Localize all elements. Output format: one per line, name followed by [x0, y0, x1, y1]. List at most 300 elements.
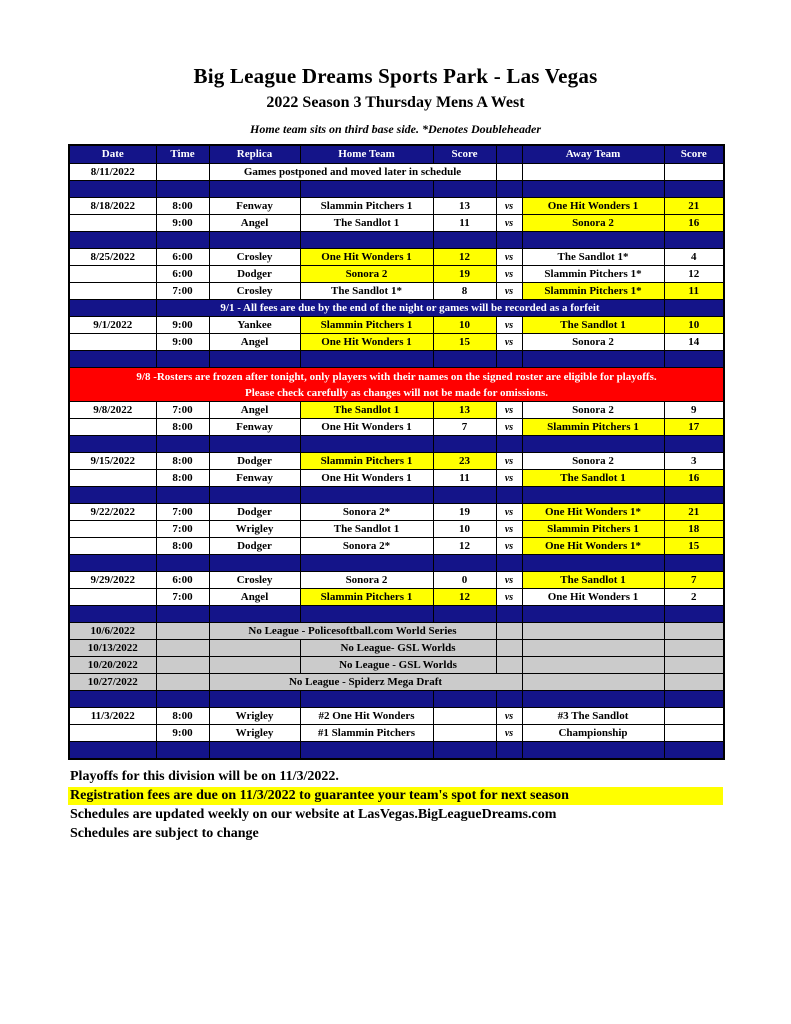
spacer-cell: [300, 742, 433, 760]
home-team-cell: Sonora 2: [300, 266, 433, 283]
roster-freeze-note: [69, 368, 724, 402]
home-team-cell: The Sandlot 1: [300, 215, 433, 232]
date-cell: 9/1/2022: [69, 317, 156, 334]
vs-label: vs: [496, 317, 522, 334]
spacer-cell: [69, 742, 156, 760]
home-team-cell: Sonora 2*: [300, 504, 433, 521]
spacer-cell: [156, 742, 209, 760]
time-cell: 8:00: [156, 198, 209, 215]
page-subtitle: 2022 Season 3 Thursday Mens A West: [266, 94, 525, 111]
vs-cell: [496, 164, 522, 181]
no-league-note: No League - GSL Worlds: [300, 657, 496, 674]
footer-notes: [68, 768, 723, 843]
empty-cell: [664, 674, 724, 691]
home-score-cell: 10: [433, 317, 496, 334]
away-score-cell: 15: [664, 538, 724, 555]
home-score-cell: 10: [433, 521, 496, 538]
replica-cell: Angel: [209, 402, 300, 419]
date-cell: [69, 283, 156, 300]
spacer-cell: [664, 555, 724, 572]
vs-label: vs: [496, 725, 522, 742]
replica-cell: Angel: [209, 589, 300, 606]
home-team-cell: One Hit Wonders 1: [300, 249, 433, 266]
spacer-cell: [209, 742, 300, 760]
subject-to-change-note: Schedules are subject to change: [70, 826, 259, 841]
spacer-cell: [69, 181, 156, 198]
header-vs: [496, 145, 522, 164]
time-cell: [156, 164, 209, 181]
header-away-score: Score: [664, 145, 724, 164]
header-home-score: Score: [433, 145, 496, 164]
home-score-cell: [433, 725, 496, 742]
vs-label: vs: [496, 402, 522, 419]
replica-cell: Fenway: [209, 419, 300, 436]
date-cell: 10/13/2022: [69, 640, 156, 657]
postponed-row: [69, 164, 724, 181]
game-row: [69, 215, 724, 232]
home-score-cell: 11: [433, 215, 496, 232]
time-cell: 6:00: [156, 266, 209, 283]
game-row: [69, 419, 724, 436]
spacer-row: [69, 181, 724, 198]
date-cell: [69, 300, 156, 317]
date-cell: [69, 419, 156, 436]
replica-cell: Wrigley: [209, 521, 300, 538]
away-team-cell: One Hit Wonders 1*: [522, 538, 664, 555]
away-score-cell: [664, 725, 724, 742]
home-team-cell: The Sandlot 1: [300, 521, 433, 538]
empty-cell: [496, 640, 522, 657]
spacer-cell: [156, 232, 209, 249]
away-score-cell: 7: [664, 572, 724, 589]
spacer-cell: [433, 436, 496, 453]
away-score-cell: 4: [664, 249, 724, 266]
home-score-cell: 0: [433, 572, 496, 589]
time-cell: [156, 657, 209, 674]
home-team-cell: One Hit Wonders 1: [300, 419, 433, 436]
replica-cell: Dodger: [209, 453, 300, 470]
vs-label: vs: [496, 470, 522, 487]
no-league-note: No League - Policesoftball.com World Series: [209, 623, 496, 640]
date-cell: 9/29/2022: [69, 572, 156, 589]
spacer-cell: [69, 606, 156, 623]
spacer-row: [69, 742, 724, 760]
replica-cell: Wrigley: [209, 708, 300, 725]
roster-freeze-line: Please check carefully as changes will not be made for omissions.: [245, 386, 548, 399]
postponed-note: Games postponed and moved later in schedule: [209, 164, 496, 181]
spacer-cell: [300, 436, 433, 453]
spacer-row: [69, 606, 724, 623]
replica-cell: Fenway: [209, 470, 300, 487]
home-score-cell: 19: [433, 504, 496, 521]
spacer-cell: [433, 181, 496, 198]
fees-due-note: 9/1 - All fees are due by the end of the night or games will be recorded as a forfeit: [156, 300, 664, 317]
date-cell: 9/22/2022: [69, 504, 156, 521]
away-team-cell: The Sandlot 1: [522, 317, 664, 334]
away-team-cell: Slammin Pitchers 1*: [522, 283, 664, 300]
away-team-cell: Sonora 2: [522, 215, 664, 232]
empty-cell: [496, 623, 522, 640]
away-team-cell: Sonora 2: [522, 334, 664, 351]
empty-cell: [664, 657, 724, 674]
spacer-cell: [433, 691, 496, 708]
home-score-cell: 13: [433, 198, 496, 215]
away-score-cell: 16: [664, 215, 724, 232]
game-row: [69, 283, 724, 300]
away-score-cell: 10: [664, 317, 724, 334]
spacer-row: [69, 351, 724, 368]
spacer-cell: [433, 606, 496, 623]
game-row: [69, 317, 724, 334]
spacer-cell: [209, 351, 300, 368]
home-score-cell: 12: [433, 538, 496, 555]
vs-label: vs: [496, 521, 522, 538]
spacer-cell: [522, 232, 664, 249]
spacer-row: [69, 436, 724, 453]
time-cell: 6:00: [156, 249, 209, 266]
home-score-cell: 7: [433, 419, 496, 436]
away-team-cell: The Sandlot 1: [522, 470, 664, 487]
time-cell: 9:00: [156, 317, 209, 334]
away-score-cell: 2: [664, 589, 724, 606]
away-team-cell: The Sandlot 1: [522, 572, 664, 589]
game-row: [69, 453, 724, 470]
spacer-cell: [496, 555, 522, 572]
home-team-note: Home team sits on third base side. *Denotes Doubleheader: [250, 122, 541, 136]
time-cell: 7:00: [156, 504, 209, 521]
spacer-row: [69, 691, 724, 708]
home-score-cell: 11: [433, 470, 496, 487]
game-row: [69, 198, 724, 215]
spacer-cell: [433, 555, 496, 572]
date-cell: [69, 470, 156, 487]
spacer-cell: [433, 351, 496, 368]
away-team-cell: Slammin Pitchers 1*: [522, 266, 664, 283]
header-home-team: Home Team: [300, 145, 433, 164]
home-score-cell: 15: [433, 334, 496, 351]
spacer-cell: [209, 555, 300, 572]
vs-label: vs: [496, 249, 522, 266]
spacer-row: [69, 555, 724, 572]
vs-label: vs: [496, 589, 522, 606]
game-row: [69, 708, 724, 725]
header-replica: Replica: [209, 145, 300, 164]
away-team-cell: One Hit Wonders 1*: [522, 504, 664, 521]
game-row: [69, 266, 724, 283]
home-score-cell: [433, 708, 496, 725]
date-cell: 8/18/2022: [69, 198, 156, 215]
website-note: Schedules are updated weekly on our website at LasVegas.BigLeagueDreams.com: [70, 807, 557, 822]
registration-fees-note: Registration fees are due on 11/3/2022 to guarantee your team's spot for next season: [68, 787, 723, 805]
spacer-cell: [433, 487, 496, 504]
roster-freeze-line: 9/8 -Rosters are frozen after tonight, only players with their names on the signed roster are eligible for playoffs.: [136, 370, 657, 383]
vs-label: vs: [496, 283, 522, 300]
replica-cell: Wrigley: [209, 725, 300, 742]
home-score-cell: 23: [433, 453, 496, 470]
time-cell: 7:00: [156, 283, 209, 300]
spacer-cell: [496, 351, 522, 368]
date-cell: 8/11/2022: [69, 164, 156, 181]
game-row: [69, 725, 724, 742]
replica-cell: Crosley: [209, 283, 300, 300]
date-cell: 8/25/2022: [69, 249, 156, 266]
game-row: [69, 589, 724, 606]
spacer-cell: [156, 691, 209, 708]
spacer-cell: [496, 487, 522, 504]
spacer-cell: [156, 351, 209, 368]
spacer-cell: [156, 606, 209, 623]
empty-cell: [664, 640, 724, 657]
date-cell: [69, 266, 156, 283]
vs-label: vs: [496, 538, 522, 555]
spacer-cell: [522, 606, 664, 623]
date-cell: 9/8/2022: [69, 402, 156, 419]
away-team-cell: Championship: [522, 725, 664, 742]
empty-cell: [522, 640, 664, 657]
time-cell: 7:00: [156, 589, 209, 606]
date-cell: [69, 725, 156, 742]
spacer-cell: [69, 351, 156, 368]
empty-cell: [522, 657, 664, 674]
date-cell: 9/15/2022: [69, 453, 156, 470]
spacer-cell: [522, 742, 664, 760]
away-team-cell: The Sandlot 1*: [522, 249, 664, 266]
replica-cell: [209, 640, 300, 657]
home-score-cell: 12: [433, 589, 496, 606]
home-team-cell: Slammin Pitchers 1: [300, 589, 433, 606]
home-team-cell: The Sandlot 1*: [300, 283, 433, 300]
no-league-row: [69, 623, 724, 640]
vs-label: vs: [496, 215, 522, 232]
spacer-cell: [522, 555, 664, 572]
time-cell: 6:00: [156, 572, 209, 589]
away-score-cell: [664, 708, 724, 725]
spacer-row: [69, 232, 724, 249]
header-date: Date: [69, 145, 156, 164]
away-score-cell: 3: [664, 453, 724, 470]
date-cell: [69, 215, 156, 232]
time-cell: 7:00: [156, 402, 209, 419]
vs-label: vs: [496, 334, 522, 351]
away-score-cell: 17: [664, 419, 724, 436]
spacer-cell: [69, 487, 156, 504]
home-team-cell: The Sandlot 1: [300, 402, 433, 419]
time-cell: 8:00: [156, 453, 209, 470]
date-cell: 10/6/2022: [69, 623, 156, 640]
spacer-cell: [156, 181, 209, 198]
fees-note-row: [69, 300, 724, 317]
replica-cell: Dodger: [209, 266, 300, 283]
home-team-cell: Slammin Pitchers 1: [300, 317, 433, 334]
away-team-cell: [522, 164, 664, 181]
game-row: [69, 521, 724, 538]
date-cell: [69, 334, 156, 351]
header-row: [69, 145, 724, 164]
replica-cell: Crosley: [209, 572, 300, 589]
spacer-cell: [664, 487, 724, 504]
spacer-cell: [522, 181, 664, 198]
date-cell: [69, 521, 156, 538]
spacer-cell: [300, 555, 433, 572]
game-row: [69, 538, 724, 555]
away-team-cell: One Hit Wonders 1: [522, 198, 664, 215]
spacer-cell: [69, 436, 156, 453]
spacer-cell: [156, 436, 209, 453]
spacer-cell: [300, 232, 433, 249]
time-cell: [156, 640, 209, 657]
spacer-cell: [664, 691, 724, 708]
spacer-cell: [209, 436, 300, 453]
empty-cell: [522, 623, 664, 640]
time-cell: 8:00: [156, 419, 209, 436]
spacer-cell: [209, 606, 300, 623]
spacer-cell: [664, 181, 724, 198]
spacer-cell: [433, 232, 496, 249]
replica-cell: Dodger: [209, 538, 300, 555]
home-score-cell: 13: [433, 402, 496, 419]
home-team-cell: Sonora 2*: [300, 538, 433, 555]
date-cell: [69, 538, 156, 555]
home-team-cell: One Hit Wonders 1: [300, 470, 433, 487]
away-team-cell: Slammin Pitchers 1: [522, 521, 664, 538]
spacer-cell: [496, 181, 522, 198]
spacer-cell: [496, 232, 522, 249]
spacer-cell: [664, 742, 724, 760]
spacer-cell: [300, 351, 433, 368]
spacer-cell: [69, 555, 156, 572]
away-score-cell: [664, 164, 724, 181]
no-league-note: No League - Spiderz Mega Draft: [209, 674, 522, 691]
empty-cell: [664, 623, 724, 640]
date-cell: 11/3/2022: [69, 708, 156, 725]
spacer-cell: [522, 691, 664, 708]
replica-cell: Yankee: [209, 317, 300, 334]
away-score-cell: 18: [664, 521, 724, 538]
spacer-cell: [300, 691, 433, 708]
away-score-cell: 9: [664, 402, 724, 419]
away-score-cell: 21: [664, 504, 724, 521]
spacer-cell: [496, 436, 522, 453]
vs-label: vs: [496, 453, 522, 470]
spacer-cell: [300, 181, 433, 198]
no-league-row: [69, 657, 724, 674]
spacer-cell: [664, 232, 724, 249]
spacer-cell: [209, 181, 300, 198]
home-team-cell: Sonora 2: [300, 572, 433, 589]
home-team-cell: #2 One Hit Wonders: [300, 708, 433, 725]
game-row: [69, 572, 724, 589]
away-team-cell: #3 The Sandlot: [522, 708, 664, 725]
game-row: [69, 334, 724, 351]
home-score-cell: 12: [433, 249, 496, 266]
replica-cell: Crosley: [209, 249, 300, 266]
home-team-cell: Slammin Pitchers 1: [300, 198, 433, 215]
away-team-cell: Sonora 2: [522, 453, 664, 470]
no-league-note: No League- GSL Worlds: [300, 640, 496, 657]
replica-cell: Angel: [209, 334, 300, 351]
home-team-cell: #1 Slammin Pitchers: [300, 725, 433, 742]
spacer-cell: [522, 436, 664, 453]
game-row: [69, 249, 724, 266]
date-cell: 10/27/2022: [69, 674, 156, 691]
spacer-cell: [664, 436, 724, 453]
vs-label: vs: [496, 504, 522, 521]
empty-cell: [522, 674, 664, 691]
time-cell: 7:00: [156, 521, 209, 538]
replica-cell: [209, 657, 300, 674]
away-team-cell: Slammin Pitchers 1: [522, 419, 664, 436]
replica-cell: Angel: [209, 215, 300, 232]
header-time: Time: [156, 145, 209, 164]
away-team-cell: One Hit Wonders 1: [522, 589, 664, 606]
home-team-cell: One Hit Wonders 1: [300, 334, 433, 351]
spacer-cell: [69, 691, 156, 708]
replica-cell: Dodger: [209, 504, 300, 521]
header-away-team: Away Team: [522, 145, 664, 164]
time-cell: [156, 674, 209, 691]
replica-cell: Fenway: [209, 198, 300, 215]
time-cell: 8:00: [156, 708, 209, 725]
spacer-cell: [300, 606, 433, 623]
date-cell: 10/20/2022: [69, 657, 156, 674]
spacer-cell: [209, 691, 300, 708]
no-league-row: [69, 640, 724, 657]
spacer-cell: [496, 606, 522, 623]
spacer-cell: [156, 487, 209, 504]
away-score-cell: 16: [664, 470, 724, 487]
time-cell: 9:00: [156, 725, 209, 742]
time-cell: 8:00: [156, 538, 209, 555]
spacer-cell: [209, 232, 300, 249]
vs-label: vs: [496, 198, 522, 215]
spacer-cell: [300, 487, 433, 504]
game-row: [69, 402, 724, 419]
game-row: [69, 470, 724, 487]
home-score-cell: 8: [433, 283, 496, 300]
empty-cell: [496, 657, 522, 674]
spacer-cell: [156, 555, 209, 572]
playoffs-note: Playoffs for this division will be on 11/3/2022.: [70, 769, 339, 784]
spacer-cell: [209, 487, 300, 504]
time-cell: [156, 623, 209, 640]
away-score-cell: [664, 300, 724, 317]
spacer-cell: [433, 742, 496, 760]
vs-label: vs: [496, 419, 522, 436]
time-cell: 9:00: [156, 215, 209, 232]
away-team-cell: Sonora 2: [522, 402, 664, 419]
roster-freeze-row: [69, 368, 724, 402]
vs-label: vs: [496, 266, 522, 283]
spacer-cell: [522, 487, 664, 504]
away-score-cell: 21: [664, 198, 724, 215]
spacer-cell: [522, 351, 664, 368]
page-title: Big League Dreams Sports Park - Las Vegas: [193, 64, 598, 88]
spacer-cell: [69, 232, 156, 249]
time-cell: 8:00: [156, 470, 209, 487]
spacer-cell: [496, 691, 522, 708]
time-cell: 9:00: [156, 334, 209, 351]
vs-label: vs: [496, 572, 522, 589]
home-team-cell: Slammin Pitchers 1: [300, 453, 433, 470]
away-score-cell: 14: [664, 334, 724, 351]
away-score-cell: 12: [664, 266, 724, 283]
date-cell: [69, 589, 156, 606]
away-score-cell: 11: [664, 283, 724, 300]
spacer-cell: [496, 742, 522, 760]
schedule-table: [68, 144, 725, 760]
spacer-row: [69, 487, 724, 504]
no-league-row: [69, 674, 724, 691]
